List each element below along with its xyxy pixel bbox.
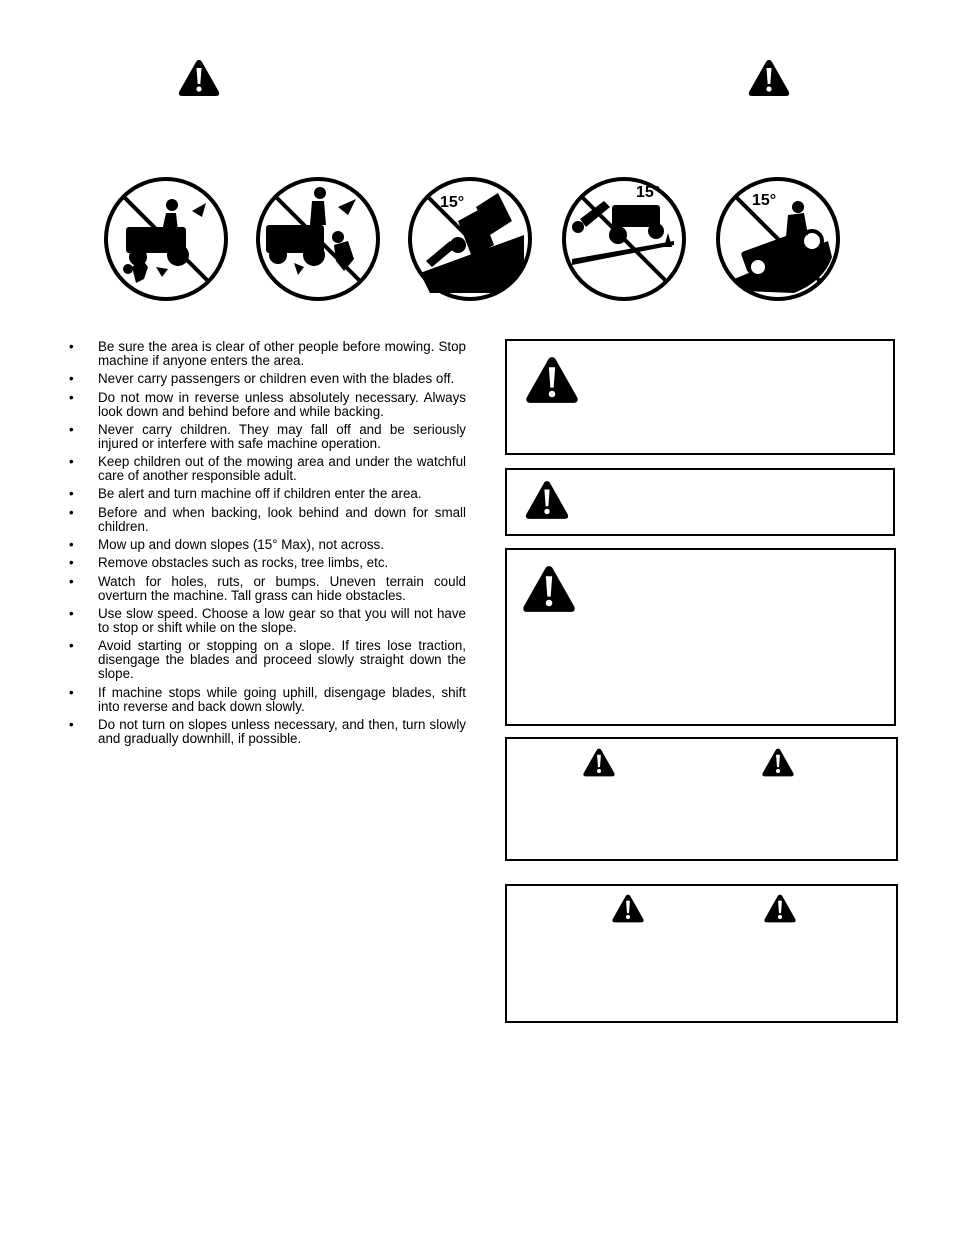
list-item: • Mow up and down slopes (15° Max), not across. bbox=[66, 538, 466, 552]
warning-triangle-icon bbox=[177, 58, 221, 98]
list-item: • Watch for holes, ruts, or bumps. Uneven terrain could overturn the machine. Tall grass can hide obstacles. bbox=[66, 575, 466, 603]
list-item: • Never carry passengers or children even with the blades off. bbox=[66, 372, 466, 386]
warning-triangle-icon bbox=[521, 563, 577, 615]
warning-triangle-icon bbox=[582, 747, 616, 778]
list-item: • Avoid starting or stopping on a slope. If tires lose traction, disengage the blades and proceed slowly straight down the slope. bbox=[66, 639, 466, 681]
warning-box-1 bbox=[505, 339, 895, 455]
rollover-slope-icon bbox=[406, 175, 534, 303]
list-item: • If machine stops while going uphill, disengage blades, shift into reverse and back down slowly. bbox=[66, 686, 466, 714]
warning-triangle-icon bbox=[761, 747, 795, 778]
no-children-near-mower-icon bbox=[102, 175, 230, 303]
list-item: • Do not turn on slopes unless necessary, and then, turn slowly and gradually downhill, if possible. bbox=[66, 718, 466, 746]
slope-angle-label: 15° bbox=[636, 184, 661, 201]
warning-box-3 bbox=[505, 548, 896, 726]
safety-rules-list bbox=[66, 340, 466, 750]
list-item: • Be alert and turn machine off if children enter the area. bbox=[66, 487, 466, 501]
list-item: • Use slow speed. Choose a low gear so that you will not have to stop or shift while on the slope. bbox=[66, 607, 466, 635]
warning-triangle-icon bbox=[611, 893, 645, 924]
warning-triangle-icon bbox=[524, 479, 570, 521]
warning-box-4 bbox=[505, 737, 898, 861]
list-item: • Be sure the area is clear of other people before mowing. Stop machine if anyone enters the area. bbox=[66, 340, 466, 368]
slope-angle-label: 15° bbox=[440, 194, 465, 211]
no-passengers-icon bbox=[254, 175, 382, 303]
list-item: • Before and when backing, look behind and down for small children. bbox=[66, 506, 466, 534]
slope-angle-label: 15° bbox=[752, 192, 777, 209]
warning-box-5 bbox=[505, 884, 898, 1023]
warning-triangle-icon bbox=[747, 58, 791, 98]
warning-triangle-icon bbox=[524, 354, 580, 406]
tip-over-slope-icon bbox=[560, 175, 688, 303]
mow-slope-max-icon bbox=[714, 175, 842, 303]
list-item: • Remove obstacles such as rocks, tree limbs, etc. bbox=[66, 556, 466, 570]
warning-triangle-icon bbox=[763, 893, 797, 924]
list-item: • Never carry children. They may fall off and be seriously injured or interfere with safe machine operation. bbox=[66, 423, 466, 451]
list-item: • Keep children out of the mowing area and under the watchful care of another responsible adult. bbox=[66, 455, 466, 483]
warning-box-2 bbox=[505, 468, 895, 536]
list-item: • Do not mow in reverse unless absolutely necessary. Always look down and behind before and while backing. bbox=[66, 391, 466, 419]
